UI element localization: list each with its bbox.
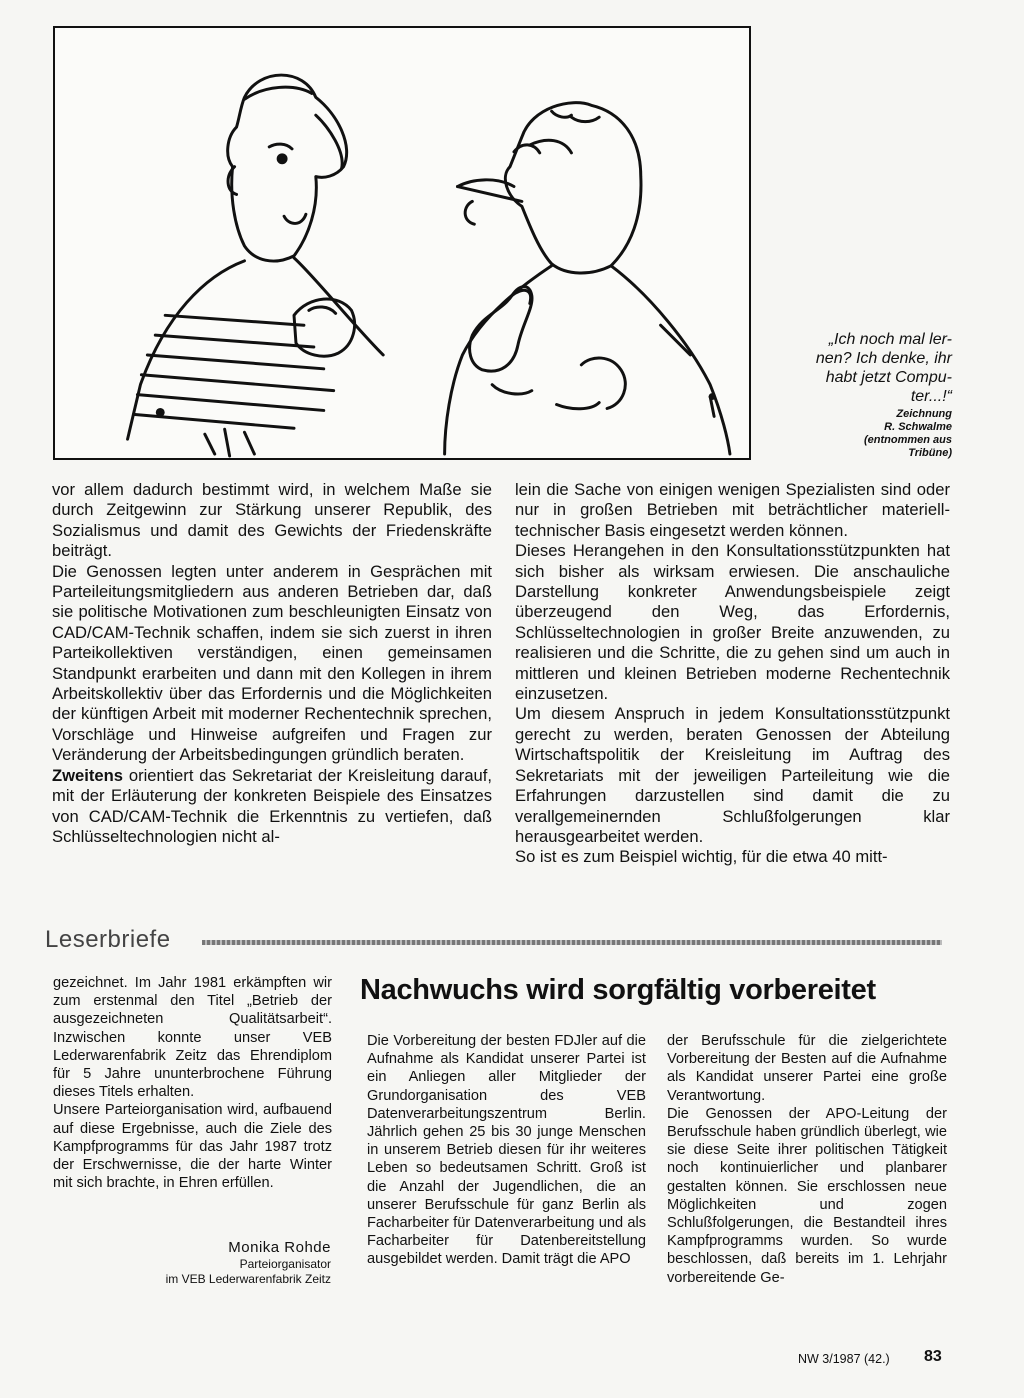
cartoon-caption [764,330,952,460]
article-left-column [52,480,492,847]
section-divider [202,940,942,945]
bold-lead-word: Zweitens [52,765,124,785]
letter-paragraph: Unsere Parteiorganisation wird, aufbauend auf diese Ergebnisse, auch die Ziele des Kampfprogramms für das Jahr 1987 trotz der Erschwernisse, die der harte Winter mit sich brachte, in Ehren erfüllen. [53,1102,332,1192]
section-title: Leserbriefe [45,926,171,953]
issue-reference: NW 3/1987 (42.) [798,1352,890,1366]
letter-signature [130,1238,331,1287]
letter-paragraph: der Berufsschule für die zielgerichtete Vorbereitung der Besten auf die Aufnahme als Kandidat unserer Partei eine große Verantwortung. [667,1033,947,1104]
article-paragraph: So ist es zum Beispiel wichtig, für die etwa 40 mitt- [515,847,888,867]
signature-role: Parteiorganisator im VEB Lederwarenfabrik Zeitz [165,1257,331,1286]
caption-credit: Zeichnung R. Schwalme (entnommen aus Tribüne) [863,408,952,459]
letter-paragraph: gezeichnet. Im Jahr 1981 erkämpften wir zum erstenmal den Titel „Betrieb der ausgezeichneten Qualitätsarbeit“. Inzwischen konnte unser VEB Lederwarenfabrik Zeitz das Ehrendiplom für 5 Jahre ununterbrochene Führung dieses Titels erhalten. [53,975,332,1101]
signature-name: Monika Rohde [228,1239,331,1256]
article-paragraph: Um diesem Anspruch in jedem Konsultationsstützpunkt gerecht zu werden, beraten Genossen der Abteilung Wirtschaftspolitik der Kreisleitung im Auftrag des Sekretariats mit der jeweiligen Parteileitung wie die Erfahrungen darzustellen sind damit die zu verallgemeinernden Schlußfolgerungen klar herausgearbeitet werden. [515,704,950,846]
letter-paragraph: Die Genossen der APO-Leitung der Berufsschule haben gründlich überlegt, wie sie diese Seite ihrer politischen Tätigkeit noch kontinuierlicher und planbarer gestalten können. Sie erschlossen neue Möglichkeiten und zogen Schlußfolgerungen, die Bestandteil ihres Kampfprogramms wurden. So wurde beschlossen, daß bereits im 1. Lehrjahr vorbereitende Ge- [667,1105,947,1286]
letter-paragraph: Die Vorbereitung der besten FDJler auf die Aufnahme als Kandidat unserer Partei ist ein Anliegen aller Mitglieder der Grundorganisation des VEB Datenverarbeitungszentrum Berlin. Jährlich gehen 25 bis 30 junge Menschen in unserem Betrieb diesen für ihr weiteres Leben so bedeutsamen Schritt. Groß ist die Anzahl der Jugendlichen, die an unserer Berufsschule für ganz Berlin als Facharbeiter für Datenverarbeitung und als Facharbeiter für Datenbereitstellung ausgebildet werden. Damit trägt die APO [367,1033,646,1268]
caption-quote: „Ich noch mal ler- nen? Ich denke, ihr habt jetzt Compu- ter...!“ [815,331,952,405]
letter-column-right [667,1032,947,1287]
article-right-column [515,480,950,868]
article-paragraph: Die Genossen legten unter anderem in Gesprächen mit Parteileitungsmitgliedern aus anderen Betrieben dar, daß sie politische Motivationen zum beschleunigten Einsatz von CAD/CAM-Technik schaffen, indem sie sich zuerst in ihren Parteikollektiven verständigen, einen gemeinsamen Standpunkt erarbeiten und dann mit den Kollegen in ihrem Arbeitskollektiv über das Erfordernis und die Möglichkeiten der künftigen Arbeit mit moderner Rechentechnik sprechen, Vorschläge und Hinweise aufgreifen und Fragen zur Veränderung der Arbeitsbedingungen gründlich beraten. [52,561,492,765]
cartoon-illustration [53,26,751,460]
page-number: 83 [924,1348,942,1365]
article-paragraph-rest: orientiert das Sekretariat der Kreisleitung darauf, mit der Erläuterung der konkreten Beispiele des Einsatzes von CAD/CAM-Technik die Erkenntnis zu vertiefen, daß Schlüsseltechnologien nicht al- [52,765,492,846]
article-paragraph-second [52,766,492,848]
cartoon-drawing [55,28,749,458]
article-paragraph: Dieses Herangehen in den Konsultationsstützpunkten hat sich bisher als wirksam erwiesen. Die anschauliche Darstellung konkreter Anwendungsbeispiele zeigt überzeugend den Weg, das Erfordernis, Schlüsseltechnologien in großer Breite anzuwenden, zu realisieren und die Schritte, die zu gehen sind um auch in mittleren und kleinen Betrieben moderne Rechentechnik einzusetzen. [515,541,950,704]
article-paragraph: vor allem dadurch bestimmt wird, in welchem Maße sie durch Zeitgewinn zur Stärkung unserer Republik, des Sozialismus und damit des Gewichts der Friedenskräfte beiträgt. [52,480,492,561]
article-paragraph: lein die Sache von einigen wenigen Spezialisten sind oder nur in großen Betrieben mit beträchtlicher materiell-technischer Basis eingesetzt werden können. [515,480,950,540]
letter-headline: Nachwuchs wird sorgfältig vorbereitet [360,974,876,1006]
letter-column-left [53,974,332,1192]
letter-column-middle [367,1032,646,1269]
